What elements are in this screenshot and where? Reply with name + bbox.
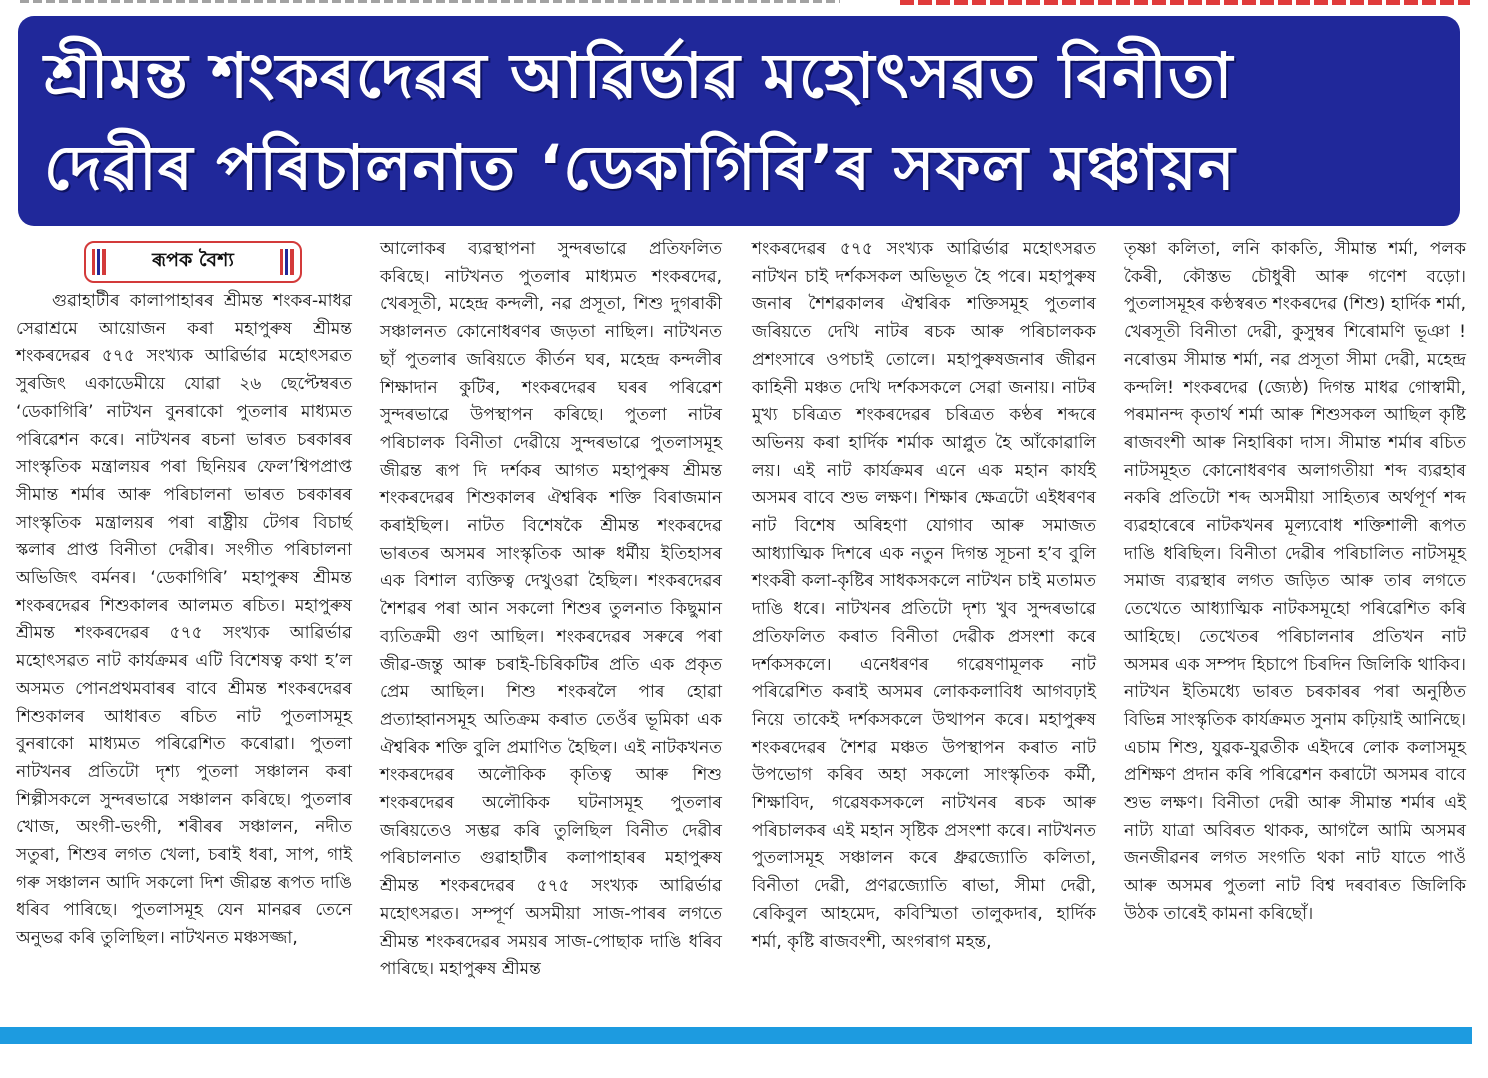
- column-3-text: শংকৰদেৱৰ ৫৭৫ সংখ্যক আৱিৰ্ভাৱ মহোৎসৱত নাটখন চাই দৰ্শকসকল অভিভূত হৈ পৰে। মহাপুৰুষ জনাৰ শৈশৱকালৰ ঐশ্বৰিক শক্তিসমূহ পুতলাৰ জৰিয়তে দেখি নাটৰ ৰচক আৰু পৰিচালকক প্ৰশংসাৰে ওপচাই তোলে। মহাপুৰুষজনাৰ জীৱন কাহিনী মঞ্চত দেখি দৰ্শকসকলে সেৱা জনায়। নাটৰ মুখ্য চৰিত্ৰত শংকৰদেৱৰ চৰিত্ৰত কণ্ঠৰ শব্দৰে অভিনয় কৰা হাৰ্দিক শৰ্মাক আপ্লুত হৈ আঁকোৱালি লয়। এই নাট কাৰ্যক্ৰমৰ এনে এক মহান কাৰ্যই অসমৰ বাবে শুভ লক্ষণ। শিক্ষাৰ ক্ষেত্ৰটো এইধৰণৰ নাট বিশেষ অৰিহণা যোগাব আৰু সমাজত আধ্যাত্মিক দিশৰে এক নতুন দিগন্ত সূচনা হ’ব বুলি শংকৰী কলা-কৃষ্টিৰ সাধকসকলে নাটখন চাই মতামত দাঙি ধৰে। নাটখনৰ প্ৰতিটো দৃশ্য খুব সুন্দৰভাৱে প্ৰতিফলিত কৰাত বিনীতা দেৱীক প্ৰসংশা কৰে দৰ্শকসকলে। এনেধৰণৰ গৱেষণামূলক নাট পৰিৱেশিত কৰাই অসমৰ লোককলাবিধ আগবঢ়াই নিয়ে তাকেই দৰ্শকসকলে উত্থাপন কৰে। মহাপুৰুষ শংকৰদেৱৰ শৈশৱ মঞ্চত উপস্থাপন কৰাত নাট উপভোগ কৰিব অহা সকলো সাংস্কৃতিক কৰ্মী, শিক্ষাবিদ, গৱেষকসকলে নাটখনৰ ৰচক আৰু পৰিচালকৰ এই মহান সৃষ্টিক প্ৰসংশা কৰে। নাটখনত পুতলাসমূহ সঞ্চালন কৰে ধ্ৰুৱজ্যোতি কলিতা, বিনীতা দেৱী, প্ৰণৱজ্যোতি ৰাভা, সীমা দেৱী, ৰেকিবুল আহমেদ, কবিস্মিতা তালুকদাৰ, হাৰ্দিক শৰ্মা, কৃষ্টি ৰাজবংশী, অংগৰাগ মহন্ত,: [752, 239, 1096, 952]
- column-2-text: আলোকৰ ব্যৱস্থাপনা সুন্দৰভাৱে প্ৰতিফলিত কৰিছে। নাটখনত পুতলাৰ মাধ্যমত শংকৰদেৱ, খেৰসূতী, মহেন্দ্ৰ কন্দলী, নৱ প্ৰসূতা, শিশু দুগৰাকী সঞ্চালনত কোনোধৰণৰ জড়তা নাছিল। নাটখনত ছাঁ পুতলাৰ জৰিয়তে কীৰ্তন ঘৰ, মহেন্দ্ৰ কন্দলীৰ শিক্ষাদান কুটিৰ, শংকৰদেৱৰ ঘৰৰ পৰিৱেশ সুন্দৰভাৱে উপস্থাপন কৰিছে। পুতলা নাটৰ পৰিচালক বিনীতা দেৱীয়ে সুন্দৰভাৱে পুতলাসমূহ জীৱন্ত ৰূপ দি দৰ্শকৰ আগত মহাপুৰুষ শ্ৰীমন্ত শংকৰদেৱৰ শিশুকালৰ ঐশ্বৰিক শক্তি বিৰাজমান কৰাইছিল। নাটত বিশেষকৈ শ্ৰীমন্ত শংকৰদেৱ ভাৰতৰ অসমৰ সাংস্কৃতিক আৰু ধৰ্মীয় ইতিহাসৰ এক বিশাল ব্যক্তিত্ব দেখুওৱা হৈছিল। শংকৰদেৱৰ শৈশৱৰ পৰা আন সকলো শিশুৰ তুলনাত কিছুমান ব্যতিক্ৰমী গুণ আছিল। শংকৰদেৱৰ সৰুৰে পৰা জীৱ-জন্তু আৰু চৰাই-চিৰিকটিৰ প্ৰতি এক প্ৰকৃত প্ৰেম আছিল। শিশু শংকৰলৈ পাৰ হোৱা প্ৰত্যাহ্বানসমূহ অতিক্ৰম কৰাত তেওঁৰ ভূমিকা এক ঐশ্বৰিক শক্তি বুলি প্ৰমাণিত হৈছিল। এই নাটকখনত শংকৰদেৱৰ অলৌকিক কৃতিত্ব আৰু শিশু শংকৰদেৱৰ অলৌকিক ঘটনাসমূহ পুতলাৰ জৰিয়তেও সম্ভৱ কৰি তুলিছিল বিনীত দেৱীৰ পৰিচালনাত গুৱাহাটীৰ কলাপাহাৰৰ মহাপুৰুষ শ্ৰীমন্ত শংকৰদেৱৰ ৫৭৫ সংখ্যক আৱিৰ্ভাৱ মহোৎসৱত। সম্পূৰ্ণ অসমীয়া সাজ-পাৰৰ লগতে শ্ৰীমন্ত শংকৰদেৱৰ সময়ৰ সাজ-পোছাক দাঙি ধৰিব পাৰিছে। মহাপুৰুষ শ্ৰীমন্ত: [380, 239, 722, 980]
- bottom-color-band: [0, 1027, 1472, 1044]
- headline-line-2: দেৱীৰ পৰিচালনাত ‘ডেকাগিৰি’ৰ সফল মঞ্চায়ন: [44, 131, 1236, 204]
- red-dashed-rule: [900, 0, 1470, 5]
- previous-article-text-remnant: [20, 0, 840, 3]
- headline-banner: [18, 16, 1460, 226]
- headline-line-1: শ্ৰীমন্ত শংকৰদেৱৰ আৱিৰ্ভাৱ মহোৎসৱত বিনীতা: [44, 39, 1234, 112]
- article-column-1: [16, 236, 352, 953]
- bottom-margin: [0, 1044, 1488, 1078]
- top-decorative-strip: [0, 0, 1488, 8]
- byline-author: ৰূপক বৈশ্য: [152, 249, 234, 271]
- column-1-text: গুৱাহাটীৰ কালাপাহাৰৰ শ্ৰীমন্ত শংকৰ-মাধৱ সেৱাশ্ৰমে আয়োজন কৰা মহাপুৰুষ শ্ৰীমন্ত শংকৰদেৱৰ ৫৭৫ সংখ্যক আৱিৰ্ভাৱ মহোৎসৱত সুৰজিৎ একাডেমীয়ে যোৱা ২৬ ছেপ্টেম্বৰত ‘ডেকাগিৰি’ নাটখন বুনৰাকো পুতলাৰ মাধ্যমত পৰিৱেশন কৰে। নাটখনৰ ৰচনা ভাৰত চৰকাৰৰ সাংস্কৃতিক মন্ত্ৰালয়ৰ পৰা ছিনিয়ৰ ফেল’শ্বিপপ্ৰাপ্ত সীমান্ত শৰ্মাৰ আৰু পৰিচালনা ভাৰত চৰকাৰৰ সাংস্কৃতিক মন্ত্ৰালয়ৰ পৰা ৰাষ্ট্ৰীয় টেগৰ বিচাৰ্ছ স্কলাৰ প্ৰাপ্ত বিনীতা দেৱীৰ। সংগীত পৰিচালনা অভিজিৎ বৰ্মনৰ। ‘ডেকাগিৰি’ মহাপুৰুষ শ্ৰীমন্ত শংকৰদেৱৰ শিশুকালৰ আলমত ৰচিত। মহাপুৰুষ শ্ৰীমন্ত শংকৰদেৱৰ ৫৭৫ সংখ্যক আৱিৰ্ভাৱ মহোৎসৱত নাট কাৰ্যক্ৰমৰ এটি বিশেষত্ব কথা হ’ল অসমত পোনপ্ৰথমবাৰৰ বাবে শ্ৰীমন্ত শংকৰদেৱৰ শিশুকালৰ আধাৰত ৰচিত নাট পুতলাসমূহ বুনৰাকো মাধ্যমত পৰিৱেশিত কৰোৱা। পুতলা নাটখনৰ প্ৰতিটো দৃশ্য পুতলা সঞ্চালন কৰা শিল্পীসকলে সুন্দৰভাৱে সঞ্চালন কৰিছে। পুতলাৰ খোজ, অংগী-ভংগী, শৰীৰৰ সঞ্চালন, নদীত সতুৰা, শিশুৰ লগত খেলা, চৰাই ধৰা, সাপ, গাই গৰু সঞ্চালন আদি সকলো দিশ জীৱন্ত ৰূপত দাঙি ধৰিব পাৰিছে। পুতলাসমূহ যেন মানৱৰ তেনে অনুভৱ কৰি তুলিছিল। নাটখনত মঞ্চসজ্জা,: [16, 291, 352, 949]
- article-column-3: [752, 236, 1096, 956]
- right-margin: [1472, 0, 1488, 1078]
- article-column-4: [1124, 236, 1466, 929]
- article-column-2: [380, 236, 722, 984]
- column-4-text: তৃষ্ণা কলিতা, লনি কাকতি, সীমান্ত শৰ্মা, পলক কৈৰী, কৌস্তভ চৌধুৰী আৰু গণেশ বড়ো। পুতলাসমূহৰ কণ্ঠস্বৰত শংকৰদেৱ (শিশু) হাৰ্দিক শৰ্মা, খেৰসূতী বিনীতা দেৱী, কুসুম্বৰ শিৰোমণি ভূঞা ! নৰোত্তম সীমান্ত শৰ্মা, নৱ প্ৰসূতা সীমা দেৱী, মহেন্দ্ৰ কন্দলি! শংকৰদেৱ (জ্যেষ্ঠ) দিগন্ত মাধৱ গোস্বামী, পৰমানন্দ কৃতাৰ্থ শৰ্মা আৰু শিশুসকল আছিল কৃষ্টি ৰাজবংশী আৰু নিহাৰিকা দাস। সীমান্ত শৰ্মাৰ ৰচিত নাটসমূহত কোনোধৰণৰ অলাগতীয়া শব্দ ব্যৱহাৰ নকৰি প্ৰতিটো শব্দ অসমীয়া সাহিত্যৰ অৰ্থপূৰ্ণ শব্দ ব্যৱহাৰেৰে নাটকখনৰ মূল্যবোধ শক্তিশালী ৰূপত দাঙি ধৰিছিল। বিনীতা দেৱীৰ পৰিচালিত নাটসমূহ সমাজ ব্যৱস্থাৰ লগত জড়িত আৰু তাৰ লগতে তেখেতে আধ্যাত্মিক নাটকসমূহো পৰিৱেশিত কৰি আহিছে। তেখেতৰ পৰিচালনাৰ প্ৰতিখন নাট অসমৰ এক সম্পদ হিচাপে চিৰদিন জিলিকি থাকিব। নাটখন ইতিমধ্যে ভাৰত চৰকাৰৰ পৰা অনুষ্ঠিত বিভিন্ন সাংস্কৃতিক কাৰ্যক্ৰমত সুনাম কঢ়িয়াই আনিছে। এচাম শিশু, যুৱক-যুৱতীক এইদৰে লোক কলাসমূহ প্ৰশিক্ষণ প্ৰদান কৰি পৰিৱেশন কৰাটো অসমৰ বাবে শুভ লক্ষণ। বিনীতা দেৱী আৰু সীমান্ত শৰ্মাৰ এই নাট্য যাত্ৰা অবিৰত থাকক, আগলৈ আমি অসমৰ জনজীৱনৰ লগত সংগতি থকা নাট যাতে পাওঁ আৰু অসমৰ পুতলা নাট বিশ্ব দৰবাৰত জিলিকি উঠক তাৰেই কামনা কৰিছোঁ।: [1124, 239, 1466, 924]
